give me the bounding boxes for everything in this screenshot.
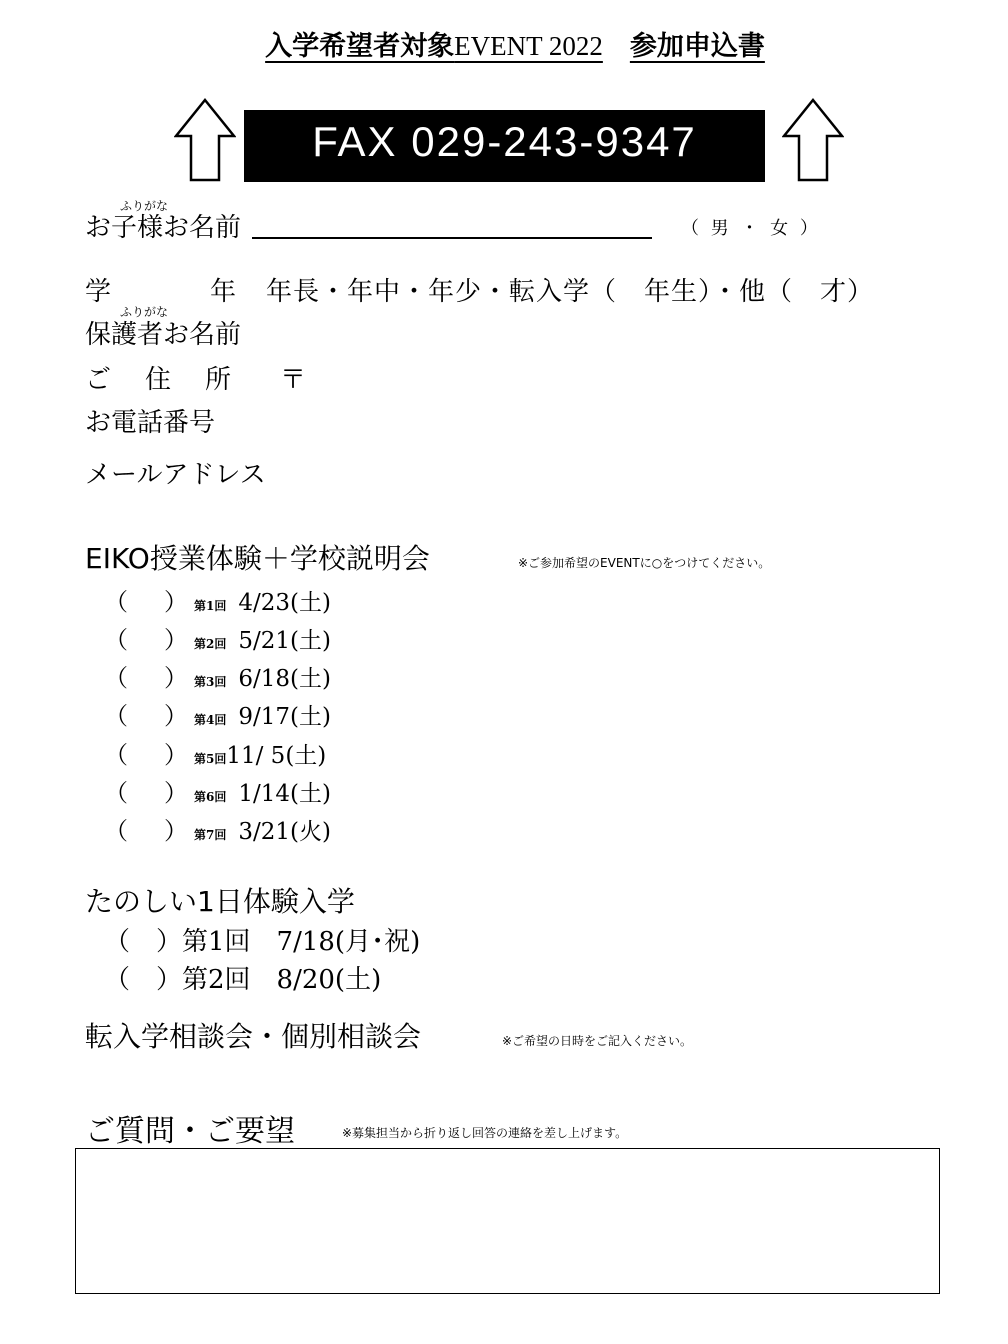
child-name-ruby: ふりがな: [120, 199, 169, 213]
consult-heading: 転入学相談会・個別相談会: [85, 1020, 422, 1053]
eiko-event-item[interactable]: （ ） 第5回11/ 5(土): [104, 741, 327, 769]
event-date: 4/23(土): [238, 590, 331, 616]
event-date: 1/14(土): [238, 781, 331, 807]
left-up-arrow-icon: [174, 98, 236, 182]
grade-label: 学: [85, 277, 112, 307]
title-left: 入学希望者対象: [265, 31, 455, 62]
right-up-arrow-icon: [782, 98, 844, 182]
round-label: 第3回: [194, 675, 227, 689]
event-date: 3/21(火): [238, 819, 331, 845]
postal-mark: 〒: [280, 365, 307, 395]
questions-box[interactable]: [75, 1148, 940, 1294]
event-date: 11/ 5(土): [226, 743, 327, 769]
round-label: 第6回: [194, 790, 227, 804]
address-label: ご 住 所: [85, 365, 236, 395]
eiko-event-item[interactable]: （ ） 第7回 3/21(火): [104, 817, 331, 845]
questions-note: ※募集担当から折り返し回答の連絡を差し上げます。: [342, 1126, 628, 1140]
fax-number: FAX 029-243-9347: [312, 118, 697, 165]
round-label: 第7回: [194, 828, 227, 842]
guardian-name-ruby: ふりがな: [120, 305, 169, 319]
trial-heading: たのしい1日体験入学: [85, 885, 355, 918]
eiko-event-item[interactable]: （ ） 第6回 1/14(土): [104, 779, 331, 807]
gender-options: （ 男 ・ 女 ）: [681, 218, 821, 239]
form-title: [0, 24, 1008, 63]
trial-event-item-2[interactable]: （ ）第2回 8/20(土): [104, 965, 382, 995]
round-label: 第4回: [194, 713, 227, 727]
eiko-event-item[interactable]: （ ） 第2回 5/21(土): [104, 626, 331, 654]
title-mid: EVENT 2022: [454, 31, 603, 61]
trial-event-item-1[interactable]: （ ）第1回 7/18(月･祝): [104, 927, 421, 957]
round-label: 第1回: [194, 599, 227, 613]
eiko-event-item[interactable]: （ ） 第3回 6/18(土): [104, 664, 331, 692]
grade-options: 年長・年中・年少・転入学（ 年生）・他（ 才）: [266, 277, 875, 307]
round-label: 第2回: [194, 637, 227, 651]
eiko-event-item[interactable]: （ ） 第1回 4/23(土): [104, 588, 331, 616]
child-name-line[interactable]: [252, 237, 652, 239]
child-name-label: お子様お名前: [85, 213, 242, 243]
event-date: 5/21(土): [238, 628, 331, 654]
phone-label: お電話番号: [85, 408, 216, 438]
email-label: メールアドレス: [85, 460, 266, 490]
event-date: 6/18(土): [238, 666, 331, 692]
grade-year-label: 年: [210, 277, 237, 307]
eiko-note: ※ご参加希望のEVENTに○をつけてください。: [518, 556, 771, 570]
consult-note: ※ご希望の日時をご記入ください。: [502, 1034, 693, 1048]
fax-banner: [244, 110, 765, 182]
guardian-name-label: 保護者お名前: [85, 320, 242, 350]
questions-heading: ご質問・ご要望: [85, 1114, 295, 1149]
eiko-heading: EIKO授業体験＋学校説明会: [85, 542, 430, 575]
title-right: 参加申込書: [629, 31, 765, 62]
round-label: 第5回: [194, 752, 227, 766]
eiko-event-item[interactable]: （ ） 第4回 9/17(土): [104, 702, 331, 730]
event-date: 9/17(土): [238, 704, 331, 730]
